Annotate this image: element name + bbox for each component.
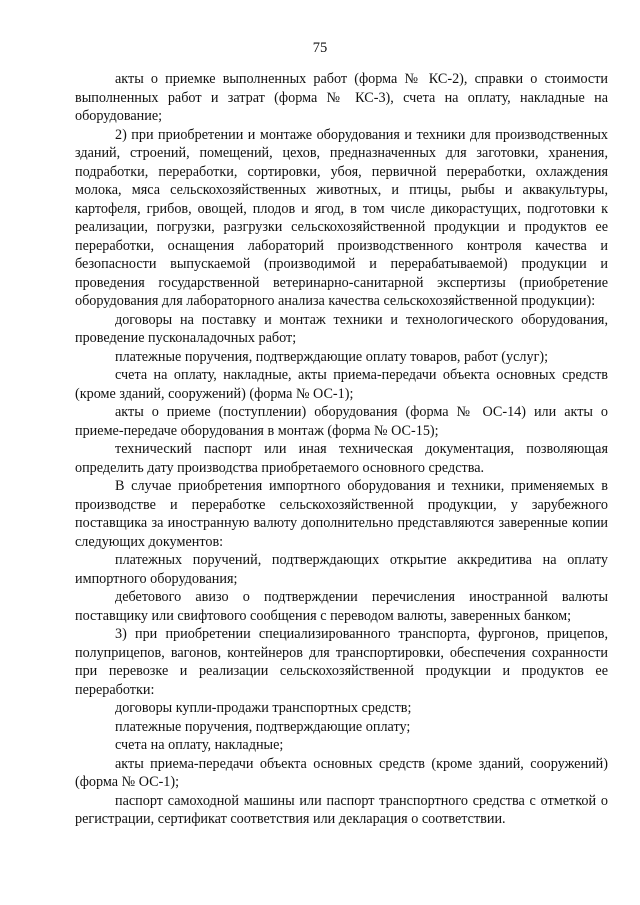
document-body — [75, 70, 608, 829]
paragraph: счета на оплату, накладные, акты приема-передачи объекта основных средств (кроме зданий, сооружений) (форма № ОС-1); — [75, 367, 608, 402]
paragraph: 2) при приобретении и монтаже оборудования и техники для производственных зданий, строений, помещений, цехов, предназначенных для заготовки, хранения, подработки, переработки, сортировки, убоя, первичной переработки, охлаждения молока, мяса сельскохозяйственных животных, и птицы, рыбы и аквакультуры, картофеля, грибов, овощей, плодов и ягод, в том числе дикорастущих, подготовки к реализации, погрузки, разгрузки сельскохозяйственной продукции и продуктов ее переработки, оснащения лабораторий производственного контроля качества и безопасности выпускаемой (производимой и перерабатываемой) продукции и проведения государственной ветеринарно-санитарной экспертизы (приобретение оборудования для лабораторного анализа качества сельскохозяйственной продукции): — [75, 126, 608, 309]
paragraph: акты приема-передачи объекта основных средств (кроме зданий, сооружений) (форма № ОС-1); — [75, 755, 608, 790]
paragraph: платежные поручения, подтверждающие оплату; — [115, 718, 411, 735]
paragraph: акты о приемке выполненных работ (форма № КС-2), справки о стоимости выполненных работ и затрат (форма № КС-3), счета на оплату, накладные на оборудование; — [75, 71, 608, 124]
paragraph: счета на оплату, накладные; — [115, 737, 284, 753]
paragraph: платежные поручения, подтверждающие оплату товаров, работ (услуг); — [115, 348, 549, 365]
paragraph: договоры купли-продажи транспортных средств; — [115, 700, 412, 716]
paragraph: акты о приеме (поступлении) оборудования (форма № ОС-14) или акты о приеме-передаче оборудования в монтаж (форма № ОС-15); — [75, 404, 608, 439]
paragraph: паспорт самоходной машины или паспорт транспортного средства с отметкой о регистрации, сертификат соответствия или декларация о соответствии. — [75, 792, 608, 827]
paragraph: 3) при приобретении специализированного транспорта, фургонов, прицепов, полуприцепов, вагонов, контейнеров для транспортировки, обеспечения сохранности при перевозке и реализации сельскохозяйственной продукции и продуктов ее переработки: — [75, 626, 608, 698]
paragraph: дебетового авизо о подтверждении перечисления иностранной валюты поставщику или свифтового сообщения с переводом валюты, заверенных банком; — [75, 589, 608, 624]
page-number: 75 — [312, 40, 328, 56]
paragraph: В случае приобретения импортного оборудования и техники, применяемых в производстве и переработке сельскохозяйственной продукции, у зарубежного поставщика за иностранную валюту дополнительно представляются заверенные копии следующих документов: — [75, 478, 608, 550]
paragraph: договоры на поставку и монтаж техники и технологического оборудования, проведение пусконаладочных работ; — [75, 311, 608, 346]
paragraph: технический паспорт или иная техническая документация, позволяющая определить дату производства приобретаемого основного средства. — [75, 441, 608, 476]
paragraph: платежных поручений, подтверждающих открытие аккредитива на оплату импортного оборудования; — [75, 552, 608, 587]
